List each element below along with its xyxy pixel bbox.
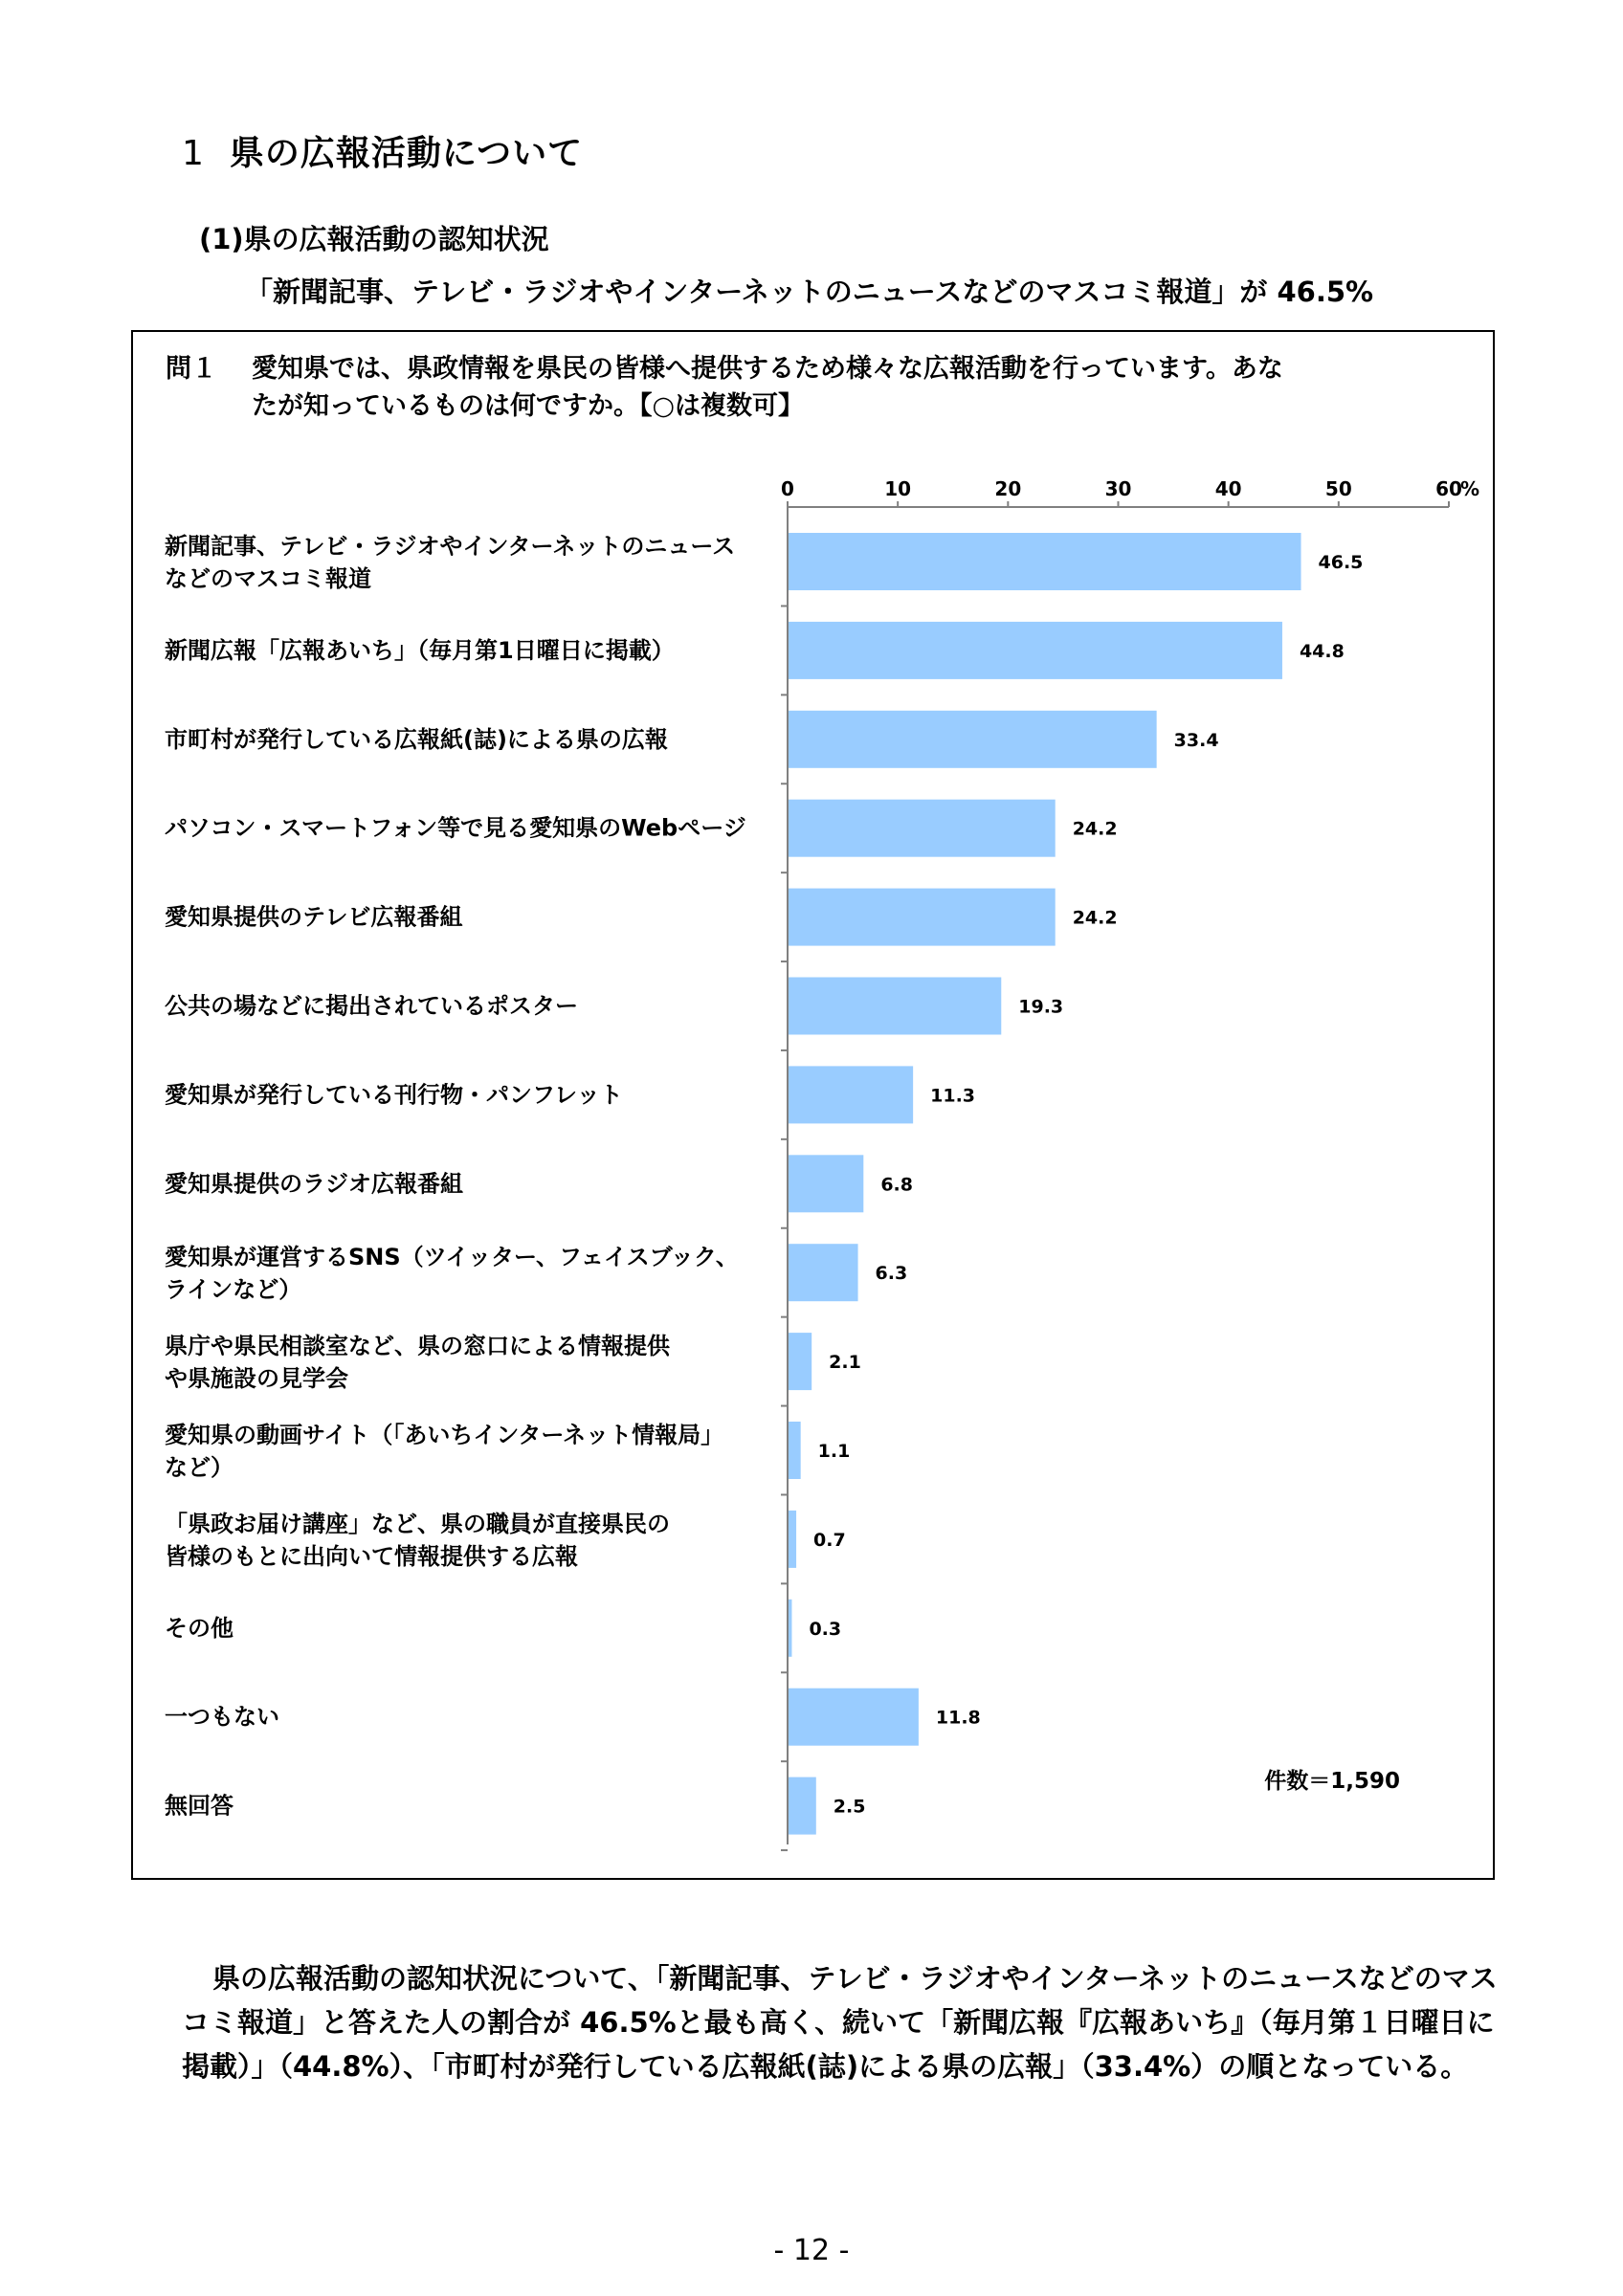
sample-size-label: 件数＝1,590 xyxy=(1264,1769,1400,1794)
headline: 「新聞記事、テレビ・ラジオやインターネットのニュースなどのマスコミ報道」が 46.5% xyxy=(245,276,1374,308)
subsection-title: (1)県の広報活動の認知状況 xyxy=(199,223,549,255)
bar xyxy=(789,978,1001,1035)
category-label: 皆様のもとに出向いて情報提供する広報 xyxy=(165,1542,578,1570)
bar-value-label: 0.3 xyxy=(809,1618,842,1640)
x-tick-label: 60 xyxy=(1435,477,1462,500)
bar-value-label: 1.1 xyxy=(817,1441,851,1462)
category-label: や県施設の見学会 xyxy=(165,1365,348,1393)
bar xyxy=(789,1066,913,1123)
bar xyxy=(789,1511,796,1568)
x-tick-label: 0 xyxy=(781,477,794,500)
category-label: 愛知県が発行している刊行物・パンフレット xyxy=(165,1081,623,1109)
category-label: 公共の場などに掲出されているポスター xyxy=(165,992,578,1020)
x-tick-label: 30 xyxy=(1104,477,1132,500)
bar xyxy=(789,889,1056,946)
x-axis-unit: % xyxy=(1459,477,1480,500)
bar xyxy=(789,711,1157,768)
bar-value-label: 0.7 xyxy=(813,1529,846,1551)
category-label: ラインなど） xyxy=(165,1276,302,1304)
summary-paragraph: 県の広報活動の認知状況について、「新聞記事、テレビ・ラジオやインターネットのニュースなどのマスコミ報道」と答えた人の割合が 46.5%と最も高く、続いて「新聞広報『広報あいち』（毎月第１日曜日に掲載）」（44.8%）、「市町村が発行している広報紙(誌)による県の広報」（33.4%）の順となっている。 xyxy=(182,1962,1498,2083)
bar-value-label: 6.3 xyxy=(875,1263,908,1285)
question-line-2: たが知っているものは何ですか。【○は複数可】 xyxy=(252,391,805,421)
question-label: 問１ xyxy=(166,354,217,384)
bar xyxy=(789,800,1056,857)
bar-value-label: 19.3 xyxy=(1018,996,1064,1018)
question-line-1: 愛知県では、県政情報を県民の皆様へ提供するため様々な広報活動を行っています。あな xyxy=(252,354,1283,384)
bar xyxy=(789,1244,858,1301)
category-label: 無回答 xyxy=(165,1792,233,1820)
bar xyxy=(789,1422,801,1479)
bar xyxy=(789,622,1282,679)
bar-value-label: 11.8 xyxy=(935,1707,981,1729)
category-label: 新聞記事、テレビ・ラジオやインターネットのニュース xyxy=(165,533,736,560)
bar-value-label: 24.2 xyxy=(1072,907,1118,929)
category-label: 「県政お届け講座」など、県の職員が直接県民の xyxy=(165,1510,670,1537)
page-number: - 12 - xyxy=(773,2234,850,2267)
bar-value-label: 2.5 xyxy=(833,1796,866,1818)
category-label: 愛知県が運営するSNS（ツイッター、フェイスブック、 xyxy=(165,1244,739,1271)
x-tick-label: 50 xyxy=(1324,477,1352,500)
category-label: など） xyxy=(165,1454,233,1481)
bar-value-label: 33.4 xyxy=(1173,729,1219,751)
bar xyxy=(789,1333,812,1390)
category-label: 新聞広報「広報あいち」（毎月第1日曜日に掲載） xyxy=(165,636,675,664)
x-tick-label: 20 xyxy=(994,477,1022,500)
x-tick-label: 40 xyxy=(1214,477,1242,500)
bar xyxy=(789,1600,791,1657)
bar-value-label: 6.8 xyxy=(880,1174,913,1196)
bar-value-label: 24.2 xyxy=(1072,818,1118,840)
category-label: 県庁や県民相談室など、県の窓口による情報提供 xyxy=(165,1333,670,1360)
category-label: 愛知県提供のテレビ広報番組 xyxy=(165,903,463,931)
category-label: 愛知県の動画サイト（「あいちインターネット情報局」 xyxy=(165,1422,724,1448)
bar-value-label: 2.1 xyxy=(829,1352,861,1374)
category-label: などのマスコミ報道 xyxy=(165,565,371,592)
section-number: 1 xyxy=(182,134,205,173)
section-title-text: 県の広報活動について xyxy=(229,134,584,173)
bar-value-label: 11.3 xyxy=(930,1085,976,1107)
x-tick-label: 10 xyxy=(884,477,912,500)
bar-value-label: 46.5 xyxy=(1318,552,1364,573)
bar xyxy=(789,1777,816,1835)
category-label: 一つもない xyxy=(165,1703,279,1731)
bar xyxy=(789,1689,919,1746)
category-label: その他 xyxy=(165,1614,233,1642)
bar-value-label: 44.8 xyxy=(1299,640,1345,662)
bar xyxy=(789,533,1301,590)
category-label: 市町村が発行している広報紙(誌)による県の広報 xyxy=(165,725,668,753)
category-label: パソコン・スマートフォン等で見る愛知県のWebページ xyxy=(165,814,746,842)
bar xyxy=(789,1155,863,1212)
category-label: 愛知県提供のラジオ広報番組 xyxy=(165,1170,463,1198)
